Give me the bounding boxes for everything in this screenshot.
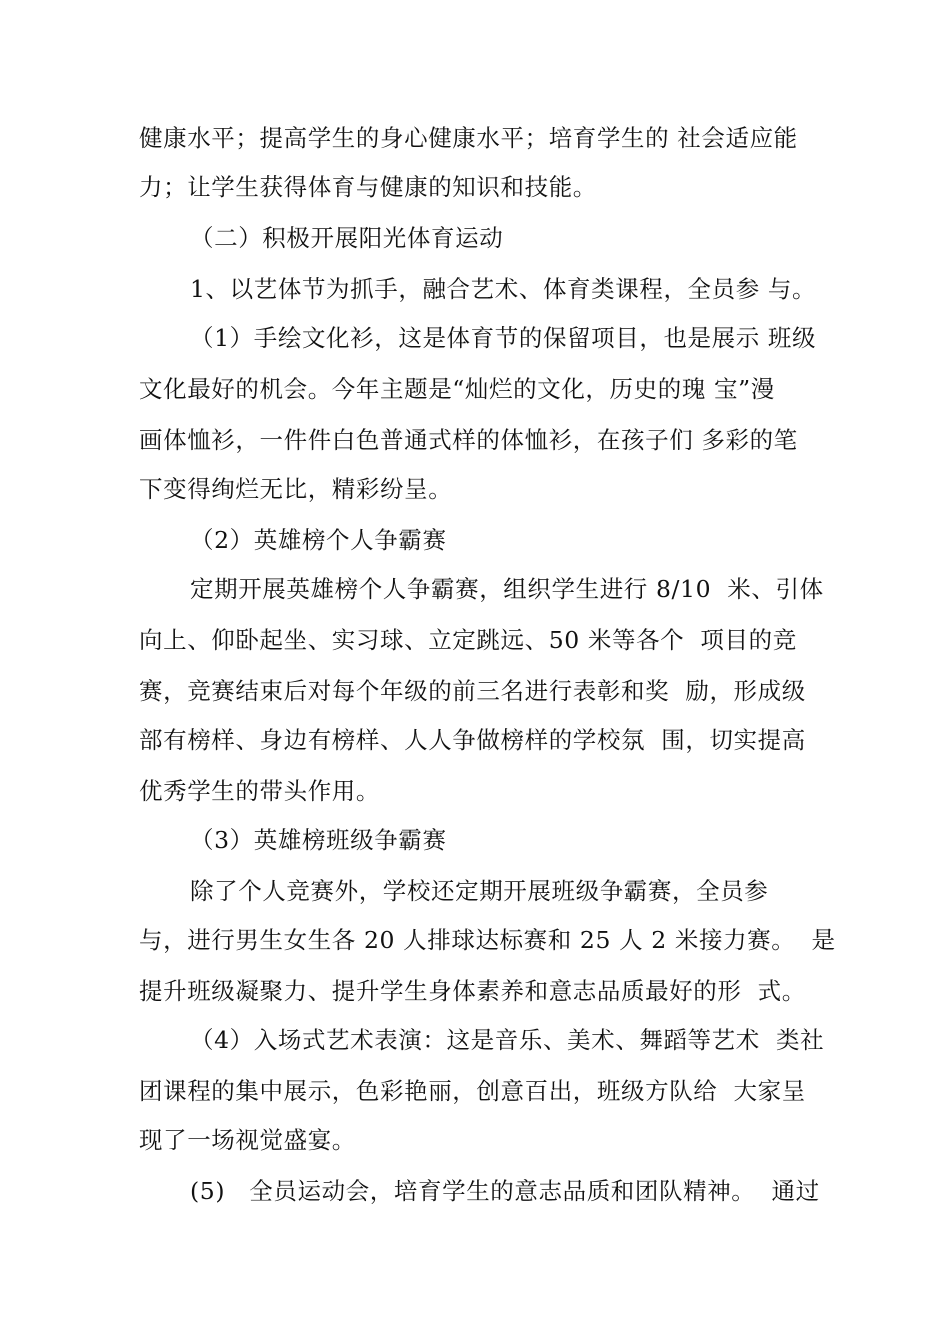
text-line: 优秀学生的带头作用。 <box>139 777 380 805</box>
text-line: （4）入场式艺术表演：这是音乐、美术、舞蹈等艺术 类社 <box>190 1026 825 1054</box>
text-line: 部有榜样、身边有榜样、人人争做榜样的学校氛 围，切实提高 <box>139 726 806 754</box>
text-line: 下变得绚烂无比，精彩纷呈。 <box>139 475 453 503</box>
text-line: 团课程的集中展示，色彩艳丽，创意百出，班级方队给 大家呈 <box>139 1077 806 1105</box>
text-line: （1）手绘文化衫，这是体育节的保留项目，也是展示 班级 <box>190 324 817 352</box>
text-line: 文化最好的机会。今年主题是“灿烂的文化，历史的瑰 宝”漫 <box>139 375 775 403</box>
text-line: 赛，竞赛结束后对每个年级的前三名进行表彰和奖 励，形成级 <box>139 677 806 705</box>
text-line: 1、以艺体节为抓手，融合艺术、体育类课程，全员参 与。 <box>190 275 817 303</box>
text-line: 提升班级凝聚力、提升学生身体素养和意志品质最好的形 式。 <box>139 977 806 1005</box>
subheading: （2）英雄榜个人争霸赛 <box>190 526 447 554</box>
text-line: 除了个人竞赛外，学校还定期开展班级争霸赛，全员参 <box>190 877 769 905</box>
text-line: 向上、仰卧起坐、实习球、立定跳远、50 米等各个 项目的竞 <box>139 626 797 654</box>
text-line: 健康水平；提高学生的身心健康水平；培育学生的 社会适应能 <box>139 124 798 152</box>
text-line: 力；让学生获得体育与健康的知识和技能。 <box>139 173 597 201</box>
text-line: 画体恤衫，一件件白色普通式样的体恤衫，在孩子们 多彩的笔 <box>139 426 798 454</box>
subheading: （3）英雄榜班级争霸赛 <box>190 826 447 854</box>
text-line: (5) 全员运动会，培育学生的意志品质和团队精神。 通过 <box>190 1177 820 1205</box>
section-heading: （二）积极开展阳光体育运动 <box>190 224 504 252</box>
text-line: 与，进行男生女生各 20 人排球达标赛和 25 人 2 米接力赛。 是 <box>139 926 836 954</box>
text-line: 定期开展英雄榜个人争霸赛，组织学生进行 8/10 米、引体 <box>190 575 824 603</box>
text-line: 现了一场视觉盛宴。 <box>139 1126 356 1154</box>
